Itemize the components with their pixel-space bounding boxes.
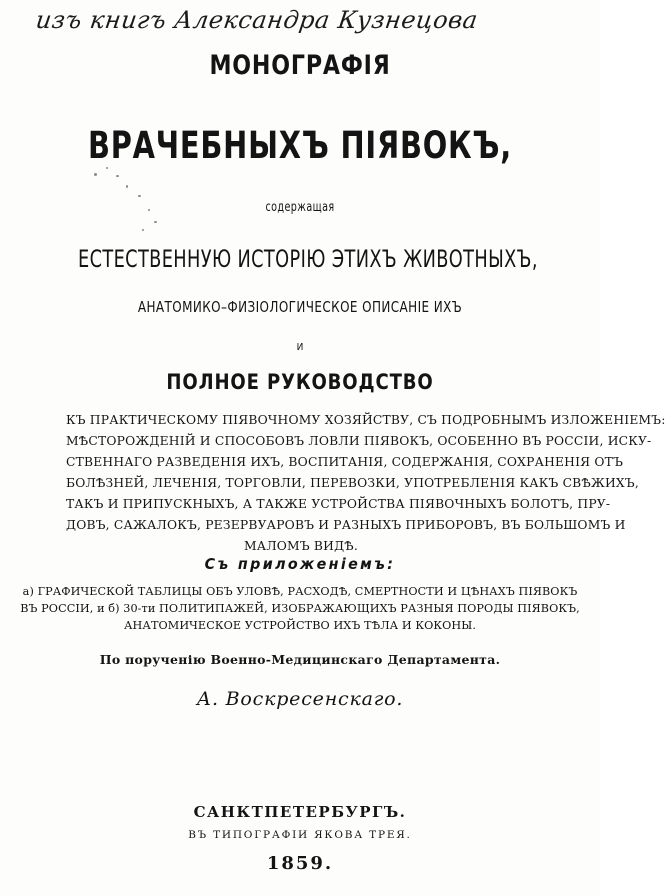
description-line: БОЛѢЗНЕЙ, ЛЕЧЕНІЯ, ТОРГОВЛИ, ПЕРЕВОЗКИ, УПОТРЕБЛЕНІЯ КАКЪ СВѢЖИХЪ, — [66, 476, 639, 490]
author-name: А. Воскресенскаго. — [196, 688, 404, 710]
subtitle-complete-guide: ПОЛНОЕ РУКОВОДСТВО — [166, 370, 434, 394]
imprint-city: САНКТПЕТЕРБУРГЪ. — [193, 803, 407, 821]
description-line: СТВЕННАГО РАЗВЕДЕНІЯ ИХЪ, ВОСПИТАНІЯ, СОДЕРЖАНІЯ, СОХРАНЕНІЯ ОТЪ — [66, 455, 624, 469]
description-paragraph — [66, 410, 666, 557]
appendix-line: а) ГРАФИЧЕСКОЙ ТАБЛИЦЫ ОБЪ УЛОВѢ, РАСХОДѢ, СМЕРТНОСТИ И ЦѢНАХЪ ПІЯВОКЪ — [22, 585, 578, 598]
title-line-1: МОНОГРАФІЯ — [209, 50, 391, 81]
imprint-press: ВЪ ТИПОГРАФІИ ЯКОВА ТРЕЯ. — [188, 829, 412, 841]
subtitle-containing: содержащая — [265, 200, 335, 215]
title-line-2: ВРАЧЕБНЫХЪ ПІЯВОКЪ, — [87, 124, 513, 167]
appendix-line: АНАТОМИЧЕСКОЕ УСТРОЙСТВО ИХЪ ТѢЛА И КОКОНЫ. — [123, 619, 477, 632]
description-line: МѢСТОРОЖДЕНІЙ И СПОСОБОВЪ ЛОВЛИ ПІЯВОКЪ, ОСОБЕННО ВЪ РОССІИ, ИСКУ- — [66, 434, 652, 448]
subtitle-natural-history: ЕСТЕСТВЕННУЮ ИСТОРІЮ ЭТИХЪ ЖИВОТНЫХЪ, — [78, 245, 538, 273]
handwritten-inscription: изъ книгъ Александра Кузнецова — [34, 6, 480, 34]
description-line: МАЛОМЪ ВИДѢ. — [244, 539, 358, 553]
appendix-line: ВЪ РОССІИ, и б) 30-ти ПОЛИТИПАЖЕЙ, ИЗОБРАЖАЮЩИХЪ РАЗНЫЯ ПОРОДЫ ПІЯВОКЪ, — [20, 602, 580, 615]
imprint-year: 1859. — [266, 853, 334, 874]
description-line: ТАКЪ И ПРИПУСКНЫХЪ, А ТАКЖЕ УСТРОЙСТВА ПІЯВОЧНЫХЪ БОЛОТЪ, ПРУ- — [66, 497, 611, 511]
subtitle-and: И — [296, 342, 304, 353]
description-line: ДОВЪ, САЖАЛОКЪ, РЕЗЕРВУАРОВЪ И РАЗНЫХЪ ПРИБОРОВЪ, ВЪ БОЛЬШОМЪ И — [66, 518, 626, 532]
description-line: КЪ ПРАКТИЧЕСКОМУ ПІЯВОЧНОМУ ХОЗЯЙСТВУ, СЪ ПОДРОБНЫМЪ ИЗЛОЖЕНІЕМЪ: — [66, 413, 666, 427]
appendix-heading: Съ приложеніемъ: — [204, 555, 396, 573]
commission-note: По порученію Военно-Медицинскаго Департамента. — [99, 652, 501, 667]
subtitle-anatomy: АНАТОМИКО–ФИЗІОЛОГИЧЕСКОЕ ОПИСАНІЕ ИХЪ — [137, 298, 463, 316]
